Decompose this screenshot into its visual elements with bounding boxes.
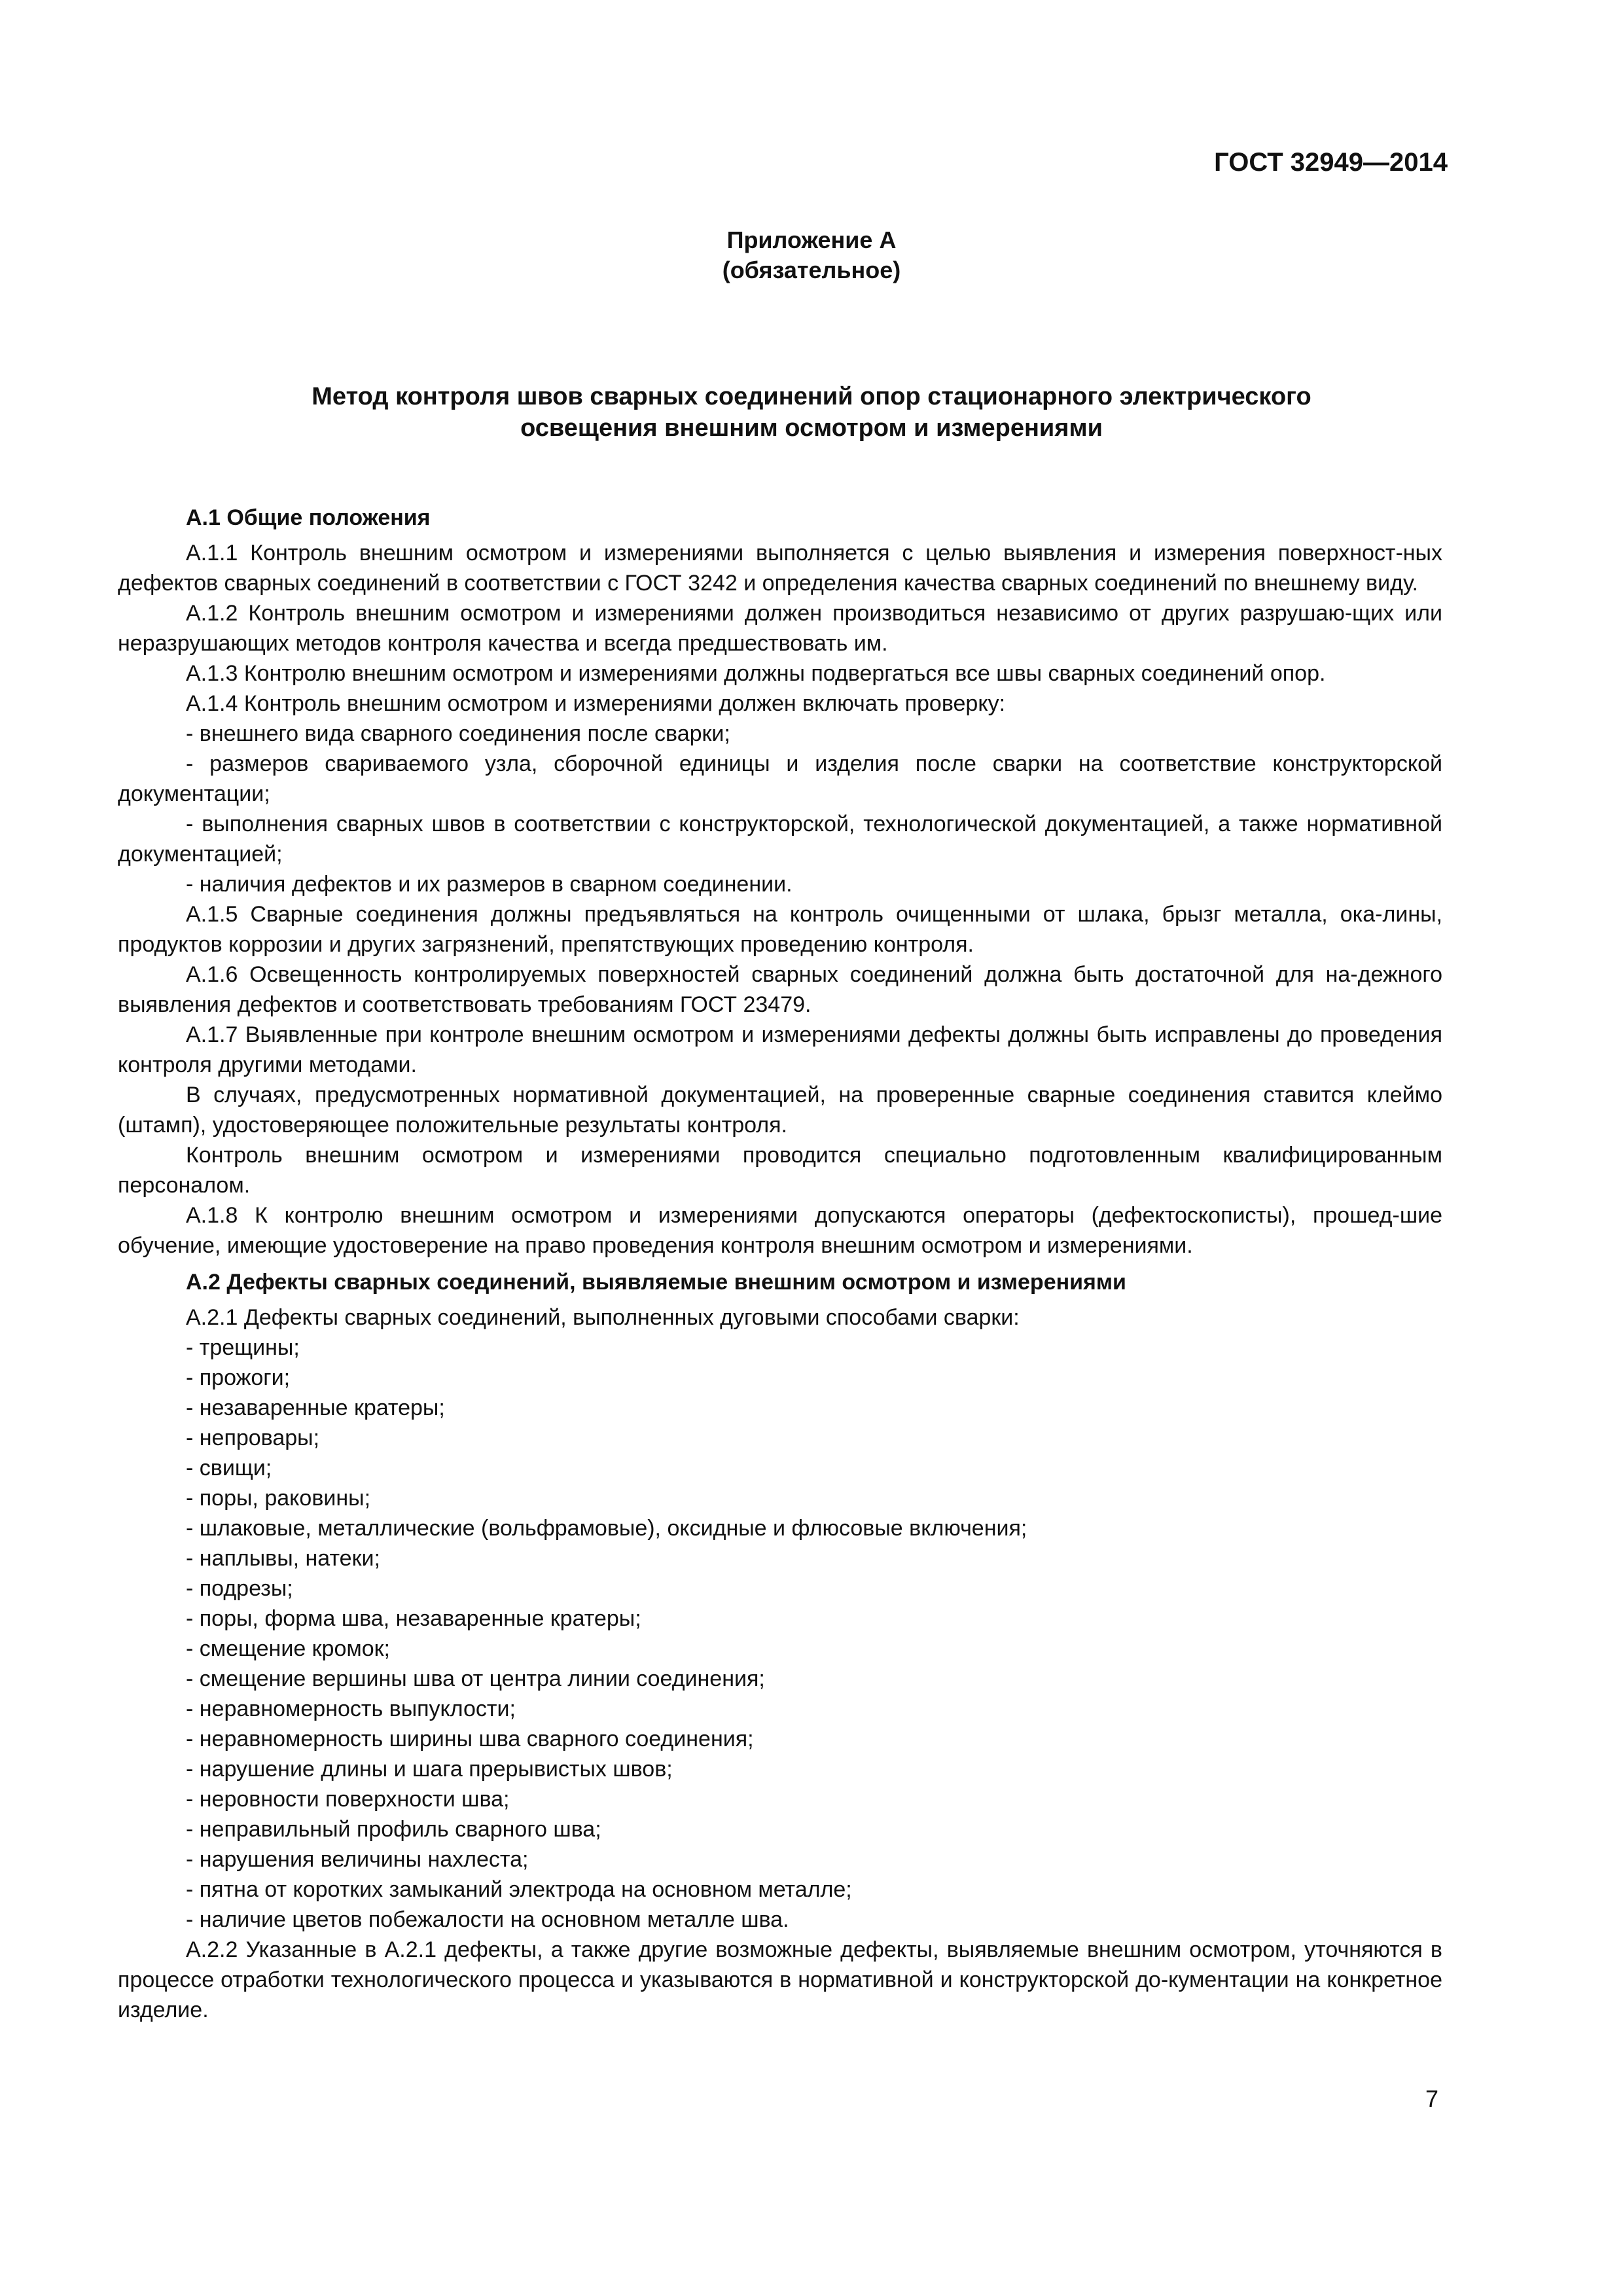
document-code: ГОСТ 32949—2014 [1214,148,1448,177]
page-number: 7 [1425,2085,1438,2112]
section-a1-heading: А.1 Общие положения [186,505,431,530]
defect-list-item: - нарушение длины и шага прерывистых швов; [186,1757,673,1782]
defect-list-item: - неравномерность ширины шва сварного соединения; [186,1727,754,1751]
defect-list-item: - наличие цветов побежалости на основном металле шва. [186,1907,789,1932]
paragraph-a1-4: А.1.4 Контроль внешним осмотром и измерениями должен включать проверку: [186,691,1006,716]
paragraph-a1-7-personnel: Контроль внешним осмотром и измерениями проводится специально подготовленным квалифицированным персоналом. [118,1143,1442,1198]
paragraph-a1-2: А.1.2 Контроль внешним осмотром и измерениями должен производиться независимо от других разрушаю-щих или неразрушающих методов контроля качества и всегда предшествовать им. [118,601,1442,656]
check-item: - выполнения сварных швов в соответствии с конструкторской, технологической документацией, а также нормативной документацией; [118,812,1442,867]
defect-list-item: - смещение кромок; [186,1636,390,1661]
paragraph-a1-5: А.1.5 Сварные соединения должны предъявляться на контроль очищенными от шлака, брызг металла, ока-лины, продуктов коррозии и других загрязнений, препятствующих проведению контроля. [118,902,1442,957]
defect-list-item: - поры, форма шва, незаваренные кратеры; [186,1606,641,1631]
paragraph-a1-1: А.1.1 Контроль внешним осмотром и измерениями выполняется с целью выявления и измерения поверхност-ных дефектов сварных соединений в соответствии с ГОСТ 3242 и определения качества сварных соединений по внешнему виду. [118,541,1442,596]
paragraph-a1-6: А.1.6 Освещенность контролируемых поверхностей сварных соединений должна быть достаточной для на-дежного выявления дефектов и соответствовать требованиям ГОСТ 23479. [118,962,1442,1017]
defect-list-item: - трещины; [186,1335,300,1360]
defect-list-item: - наплывы, натеки; [186,1546,380,1571]
check-item: - размеров свариваемого узла, сборочной единицы и изделия после сварки на соответствие конструкторской документации; [118,751,1442,806]
defect-list-item: - неравномерность выпуклости; [186,1696,516,1721]
paragraph-a1-3: А.1.3 Контролю внешним осмотром и измерениями должны подвергаться все швы сварных соединений опор. [186,661,1326,686]
paragraph-a1-7: А.1.7 Выявленные при контроле внешним осмотром и измерениями дефекты должны быть исправлены до проведения контроля другими методами. [118,1022,1442,1077]
annex-title-line-1: Метод контроля швов сварных соединений опор стационарного электрического [312,383,1311,410]
defect-list-item: - незаваренные кратеры; [186,1395,445,1420]
check-item: - внешнего вида сварного соединения после сварки; [186,721,730,746]
defect-list-item: - поры, раковины; [186,1486,371,1511]
paragraph-a1-7-stamp: В случаях, предусмотренных нормативной документацией, на проверенные сварные соединения ставится клеймо (штамп), удостоверяющее положительные результаты контроля. [118,1083,1442,1138]
annex-title [0,381,1623,444]
paragraph-a2-2: А.2.2 Указанные в А.2.1 дефекты, а также другие возможные дефекты, выявляемые внешним осмотром, уточняются в процессе отработки технологического процесса и указываются в нормативной и конструкторской до-кументации на конкретное изделие. [118,1937,1442,2022]
document-body [118,496,1442,2025]
defect-list-item: - прожоги; [186,1365,291,1390]
paragraph-a2-1: А.2.1 Дефекты сварных соединений, выполненных дуговыми способами сварки: [186,1305,1020,1330]
defect-list-item: - неправильный профиль сварного шва; [186,1817,601,1842]
defect-list-item: - неровности поверхности шва; [186,1787,510,1812]
defect-list-item: - непровары; [186,1426,320,1450]
annex-title-line-2: освещения внешним осмотром и измерениями [520,414,1103,442]
defect-list-item: - свищи; [186,1456,272,1480]
defect-list-item: - подрезы; [186,1576,293,1601]
annex-label: Приложение А [726,226,897,253]
defect-list-item: - смещение вершины шва от центра линии соединения; [186,1666,765,1691]
defect-list [118,1333,1442,1935]
defect-list-item: - шлаковые, металлические (вольфрамовые), оксидные и флюсовые включения; [186,1516,1027,1541]
section-a2-heading: А.2 Дефекты сварных соединений, выявляемые внешним осмотром и измерениями [186,1270,1126,1295]
check-item: - наличия дефектов и их размеров в сварном соединении. [186,872,793,897]
paragraph-a1-8: А.1.8 К контролю внешним осмотром и измерениями допускаются операторы (дефектоскописты), прошед-шие обучение, имеющие удостоверение на право проведения контроля внешним осмотром и измерениями. [118,1203,1442,1258]
annex-status: (обязательное) [722,257,901,283]
annex-header [0,225,1623,285]
defect-list-item: - пятна от коротких замыканий электрода на основном металле; [186,1877,852,1902]
defect-list-item: - нарушения величины нахлеста; [186,1847,529,1872]
